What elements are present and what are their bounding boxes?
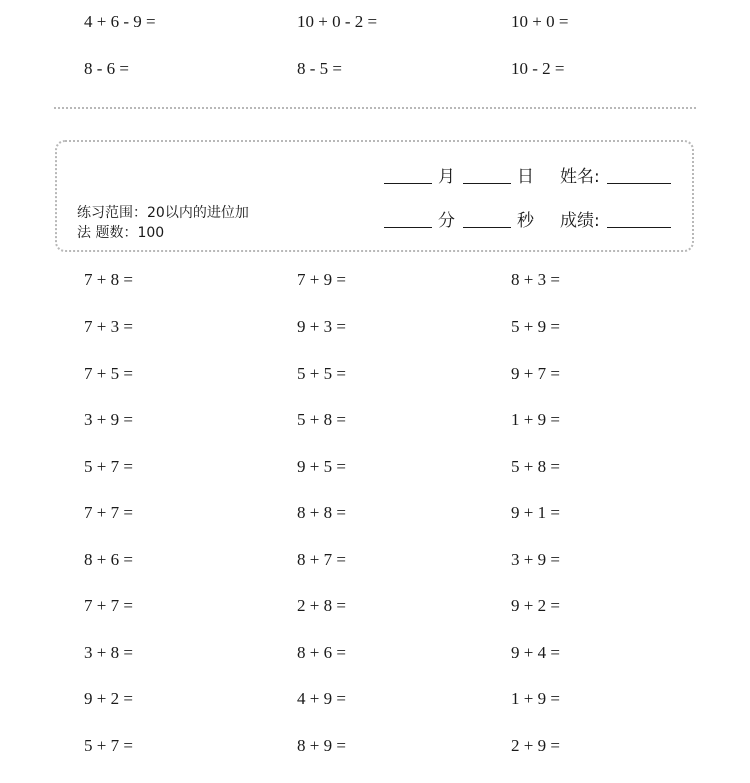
problem: 4 + 9 = [297, 689, 346, 708]
second-blank [463, 227, 511, 228]
day-label: 日 [517, 167, 534, 187]
minute-label: 分 [438, 211, 455, 231]
problem: 3 + 9 = [511, 550, 560, 569]
problem: 5 + 8 = [511, 457, 560, 476]
problem: 4 + 6 - 9 = [84, 12, 156, 31]
problem: 8 + 8 = [297, 503, 346, 522]
problem: 8 - 5 = [297, 59, 342, 78]
problem: 3 + 8 = [84, 643, 133, 662]
worksheet-header [55, 140, 694, 252]
problem: 9 + 5 = [297, 457, 346, 476]
problem: 7 + 7 = [84, 596, 133, 615]
problem: 5 + 7 = [84, 736, 133, 755]
problem-row [0, 312, 750, 342]
exercise-range-text: 练习范围：20以内的进位加 [77, 205, 249, 221]
problem: 7 + 9 = [297, 270, 346, 289]
problem: 1 + 9 = [511, 410, 560, 429]
problem: 8 + 7 = [297, 550, 346, 569]
problem: 5 + 9 = [511, 317, 560, 336]
problem: 2 + 8 = [297, 596, 346, 615]
problem: 9 + 2 = [511, 596, 560, 615]
problem: 10 + 0 - 2 = [297, 12, 378, 31]
problem-row [0, 265, 750, 295]
problem: 8 + 9 = [297, 736, 346, 755]
top-problem-row [0, 54, 750, 84]
problem-row [0, 405, 750, 435]
day-blank [463, 183, 511, 184]
problem-row [0, 452, 750, 482]
exercise-info [77, 203, 277, 243]
problem: 2 + 9 = [511, 736, 560, 755]
problem: 7 + 5 = [84, 364, 133, 383]
minute-blank [384, 227, 432, 228]
top-problem-row [0, 7, 750, 37]
problem: 8 + 6 = [84, 550, 133, 569]
problem: 9 + 7 = [511, 364, 560, 383]
problem: 8 + 3 = [511, 270, 560, 289]
score-label: 成绩: [560, 211, 600, 231]
problem: 8 - 6 = [84, 59, 129, 78]
problem: 7 + 8 = [84, 270, 133, 289]
dotted-divider [54, 107, 696, 109]
problem: 3 + 9 = [84, 410, 133, 429]
score-blank [607, 227, 671, 228]
problem: 9 + 2 = [84, 689, 133, 708]
month-label: 月 [438, 167, 455, 187]
problem-row [0, 684, 750, 714]
problem: 7 + 7 = [84, 503, 133, 522]
month-blank [384, 183, 432, 184]
problem-row [0, 498, 750, 528]
problem-row [0, 638, 750, 668]
second-label: 秒 [517, 211, 534, 231]
name-blank [607, 183, 671, 184]
problem: 5 + 5 = [297, 364, 346, 383]
problem: 1 + 9 = [511, 689, 560, 708]
exercise-count-text: 法 题数：100 [77, 225, 165, 241]
problem-row [0, 731, 750, 761]
problem: 9 + 4 = [511, 643, 560, 662]
problem: 10 + 0 = [511, 12, 569, 31]
problem: 5 + 7 = [84, 457, 133, 476]
name-label: 姓名: [560, 167, 600, 187]
problem: 10 - 2 = [511, 59, 565, 78]
problem-row [0, 591, 750, 621]
problem: 8 + 6 = [297, 643, 346, 662]
problem: 9 + 1 = [511, 503, 560, 522]
problem-row [0, 545, 750, 575]
problem: 5 + 8 = [297, 410, 346, 429]
problem: 9 + 3 = [297, 317, 346, 336]
problem-row [0, 359, 750, 389]
problem: 7 + 3 = [84, 317, 133, 336]
